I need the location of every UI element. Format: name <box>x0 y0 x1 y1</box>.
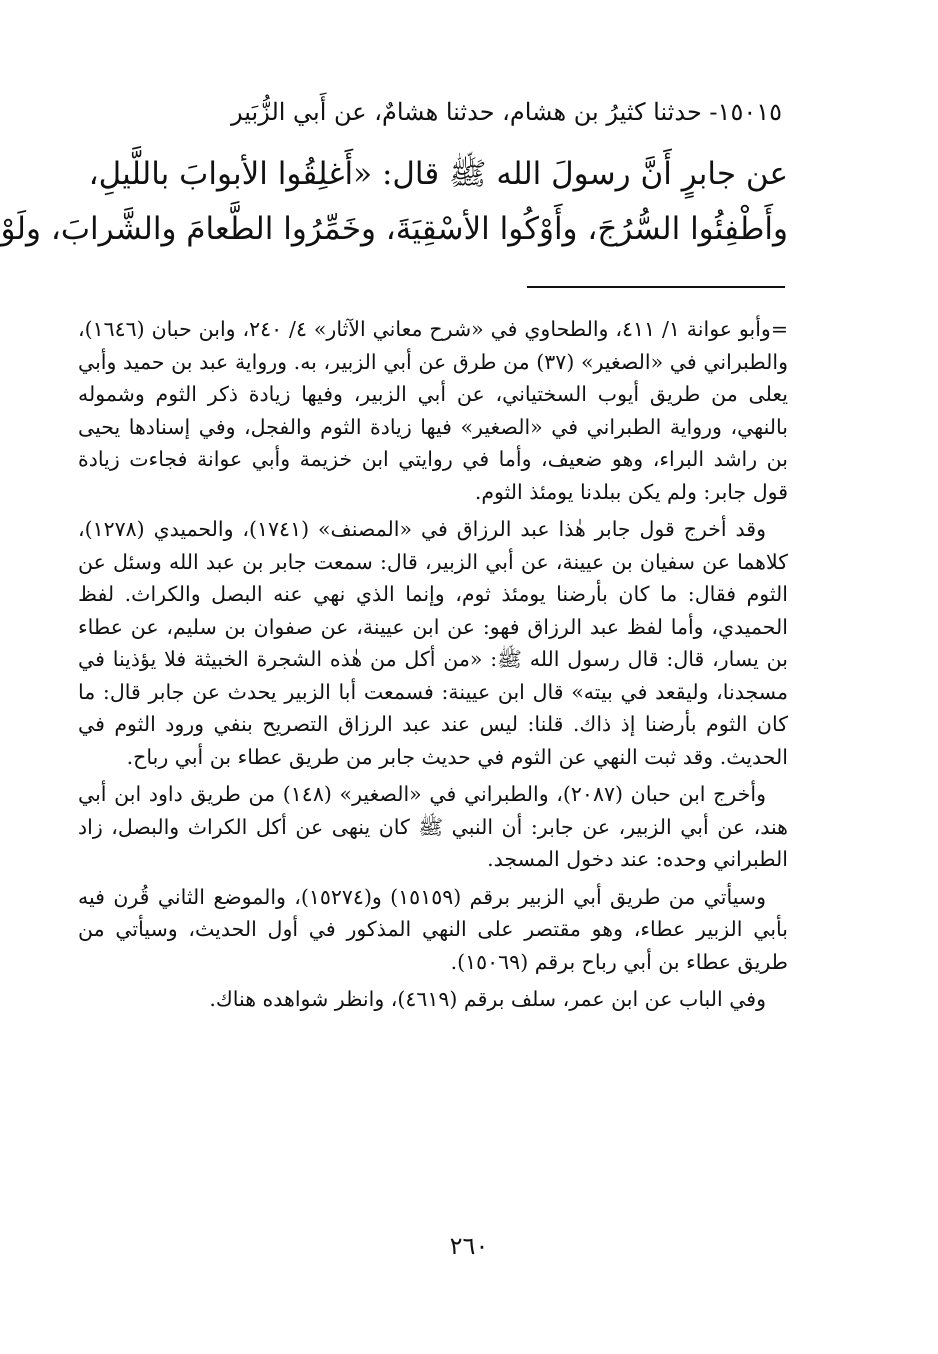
hadith-line-2: عن جابرٍ أَنَّ رسولَ الله ﷺ قال: «أَغلِقُوا الأبوابَ باللَّيلِ، <box>88 156 788 192</box>
footnote-paragraph: وأخرج ابن حبان (٢٠٨٧)، والطبراني في «الصغير» (١٤٨) من طريق داود ابن أبي هند، عن أبي الزبير، عن جابر: أن النبي ﷺ كان ينهى عن أكل الكراث والبصل، زاد الطبراني وحده: عند دخول المسجد. <box>78 782 788 871</box>
footnote-divider <box>527 286 785 288</box>
footnotes <box>78 313 788 1016</box>
footnote-paragraph: وفي الباب عن ابن عمر، سلف برقم (٤٦١٩)، وانظر شواهده هناك. <box>209 987 766 1011</box>
page-number: ٢٦٠ <box>449 1232 489 1260</box>
footnote-paragraph: وسيأتي من طريق أبي الزبير برقم (١٥١٥٩) و(١٥٢٧٤)، والموضع الثاني قُرن فيه بأبي الزبير عطاء، وهو مقتصر على النهي المذكور في أول الحديث، وسيأتي من طريق عطاء بن أبي رباح برقم (١٥٠٦٩). <box>78 884 788 974</box>
hadith-text <box>0 92 788 257</box>
hadith-line-1: ١٥٠١٥- حدثنا كثيرُ بن هشام، حدثنا هشامٌ، عن أَبي الزُّبَير <box>231 98 782 126</box>
footnote-paragraph: =وأبو عوانة ١/ ٤١١، والطحاوي في «شرح معاني الآثار» ٤/ ٢٤٠، وابن حبان (١٦٤٦)، والطبراني في «الصغير» (٣٧) من طرق عن أبي الزبير، به. ورواية عبد بن حميد وأبي يعلى من طريق أيوب السختياني، عن أبي الزبير، وفيها زيادة ذكر الثوم وشموله بالنهي، ورواية الطبراني في «الصغير» فيها زيادة الثوم والفجل، وفي إسنادها يحيى بن راشد البراء، وهو ضعيف، وأما في روايتي ابن خزيمة وأبي عوانة فجاءت زيادة قول جابر: ولم يكن ببلدنا يومئذ الثوم. <box>78 317 788 504</box>
hadith-line-3: وأَطْفِئُوا السُّرُجَ، وأَوْكُوا الأسْقِيَةَ، وخَمِّرُوا الطَّعامَ والشَّرابَ، ولَوْ <box>0 211 788 247</box>
footnote-paragraph: وقد أخرج قول جابر هٰذا عبد الرزاق في «المصنف» (١٧٤١)، والحميدي (١٢٧٨)، كلاهما عن سفيان بن عيينة، عن أبي الزبير، قال: سمعت جابر بن عبد الله وسئل عن الثوم فقال: ما كان بأرضنا يومئذ ثوم، وإنما الذي نهي عنه البصل والكراث. لفظ الحميدي، وأما لفظ عبد الرزاق فهو: عن ابن عيينة، عن صفوان بن سليم، عن عطاء بن يسار، قال: قال رسول الله ﷺ: «من أكل من هٰذه الشجرة الخبيثة فلا يؤذينا في مسجدنا، وليقعد في بيته» قال ابن عيينة: فسمعت أبا الزبير يحدث عن جابر قال: ما كان الثوم بأرضنا إذ ذاك. قلنا: ليس عند عبد الرزاق التصريح بنفي ورود الثوم في الحديث. وقد ثبت النهي عن الثوم في حديث جابر من طريق عطاء بن أبي رباح. <box>78 517 788 769</box>
